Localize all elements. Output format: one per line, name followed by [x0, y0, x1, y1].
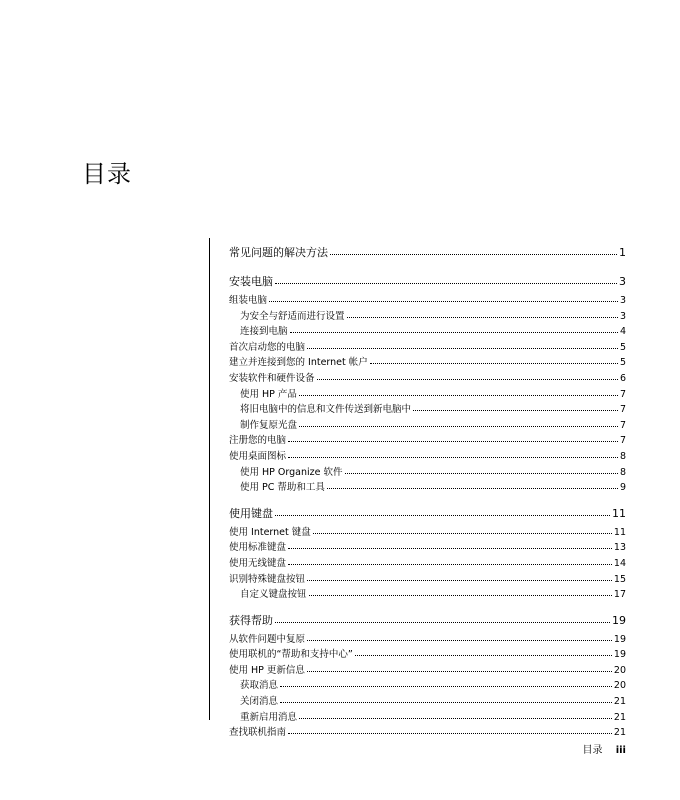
toc-entry[interactable] — [229, 309, 626, 325]
toc-page-number: 19 — [613, 633, 626, 645]
toc-entry-label: 将旧电脑中的信息和文件传送到新电脑中 — [240, 404, 412, 416]
dot-leader — [275, 515, 610, 516]
toc-entry-label: 使用 HP 更新信息 — [229, 664, 305, 676]
toc-entry-label: 使用 Internet 键盘 — [229, 526, 311, 538]
toc-entry[interactable] — [229, 449, 626, 465]
toc-page-number: 19 — [612, 613, 626, 627]
toc-entry-label: 使用 HP Organize 软件 — [240, 466, 343, 478]
toc-entry-label: 使用桌面图标 — [229, 450, 287, 462]
toc-page-number: 14 — [613, 557, 626, 569]
dot-leader — [280, 702, 612, 703]
toc-entry[interactable] — [229, 556, 626, 572]
toc-page-number: 8 — [619, 450, 626, 462]
toc-entry-label: 自定义键盘按钮 — [240, 589, 307, 601]
toc-section-title: 获得帮助 — [229, 613, 273, 627]
toc-entry-label: 使用无线键盘 — [229, 557, 287, 569]
section-gap — [229, 496, 626, 503]
dot-leader — [307, 671, 612, 672]
toc-page-number: 7 — [619, 435, 626, 447]
dot-leader — [307, 348, 618, 349]
toc-section-title: 常见问题的解决方法 — [229, 246, 328, 259]
toc-section-title: 使用键盘 — [229, 506, 273, 520]
toc-section-title: 安装电脑 — [229, 275, 273, 288]
footer-label: 目录 — [582, 745, 603, 756]
toc-page-number: 21 — [613, 711, 626, 723]
dot-leader — [299, 395, 618, 396]
toc-page-number: 7 — [619, 419, 626, 431]
toc-section-heading[interactable] — [229, 610, 626, 632]
dot-leader — [299, 718, 612, 719]
dot-leader — [309, 595, 612, 596]
toc-entry[interactable] — [229, 340, 626, 356]
dot-leader — [288, 733, 612, 734]
dot-leader — [288, 441, 618, 442]
toc-page-number: 3 — [619, 295, 626, 306]
toc-page-number: 8 — [619, 466, 626, 478]
page-title: 目录 — [82, 160, 132, 189]
toc-entry[interactable] — [229, 725, 626, 741]
toc-entry-label: 重新启用消息 — [240, 711, 298, 723]
toc-section-heading[interactable] — [229, 503, 626, 525]
dot-leader — [313, 533, 612, 534]
dot-leader — [307, 580, 612, 581]
toc-entry[interactable] — [229, 293, 626, 309]
toc-page-number: 3 — [619, 310, 626, 322]
toc-page-number: 7 — [619, 404, 626, 416]
toc-page-number: 13 — [613, 542, 626, 554]
toc-entry-label: 连接到电脑 — [240, 326, 288, 338]
page-footer — [560, 742, 626, 760]
toc-page-number: 11 — [613, 526, 626, 538]
toc-entry-label: 安装软件和硬件设备 — [229, 372, 315, 384]
toc-entry-label: 建立并连接到您的 Internet 帐户 — [229, 357, 368, 369]
toc-page-number: 1 — [619, 246, 626, 259]
dot-leader — [347, 317, 618, 318]
toc-entry-label: 组装电脑 — [229, 295, 268, 306]
toc-page-number: 4 — [619, 326, 626, 338]
toc-section-heading[interactable] — [229, 271, 626, 293]
dot-leader — [288, 548, 612, 549]
toc-entry[interactable] — [229, 525, 626, 541]
dot-leader — [275, 622, 610, 623]
toc-section-heading[interactable] — [229, 242, 626, 264]
toc-entry-label: 使用联机的“帮助和支持中心” — [229, 649, 353, 661]
toc-page-number: 9 — [619, 482, 626, 494]
toc-entry[interactable] — [229, 324, 626, 340]
toc-entry[interactable] — [229, 480, 626, 496]
toc-entry-label: 获取消息 — [240, 680, 279, 692]
dot-leader — [275, 283, 617, 284]
dot-leader — [413, 410, 618, 411]
toc-entry[interactable] — [229, 433, 626, 449]
toc-page-number: 17 — [613, 589, 626, 601]
dot-leader — [299, 426, 618, 427]
toc-entry[interactable] — [229, 587, 626, 603]
toc-page-number: 3 — [619, 275, 626, 288]
toc-entry-label: 首次启动您的电脑 — [229, 341, 306, 353]
toc-entry[interactable] — [229, 663, 626, 679]
toc-entry-label: 从软件问题中复原 — [229, 633, 306, 645]
toc-entry[interactable] — [229, 632, 626, 648]
toc-page-number: 7 — [619, 388, 626, 400]
dot-leader — [345, 473, 618, 474]
dot-leader — [288, 457, 618, 458]
toc-page-number: 6 — [619, 372, 626, 384]
dot-leader — [280, 686, 612, 687]
toc-section — [229, 503, 626, 603]
toc-page-number: 20 — [613, 680, 626, 692]
toc-entry-label: 使用 PC 帮助和工具 — [240, 482, 325, 494]
toc-section — [229, 242, 626, 264]
toc-entry-label: 注册您的电脑 — [229, 435, 287, 447]
toc-entry-label: 识别特殊键盘按钮 — [229, 573, 306, 585]
toc-entry-label: 制作复原光盘 — [240, 419, 298, 431]
toc-entry[interactable] — [229, 387, 626, 403]
dot-leader — [330, 254, 617, 255]
toc-page-number: 19 — [613, 649, 626, 661]
toc-page-number: 11 — [612, 506, 626, 520]
toc-page-number: 20 — [613, 664, 626, 676]
dot-leader — [269, 301, 618, 302]
toc-entry[interactable] — [229, 418, 626, 434]
dot-leader — [327, 488, 618, 489]
toc-page-number: 21 — [613, 696, 626, 708]
toc-entry-label: 使用标准键盘 — [229, 542, 287, 554]
toc-entry-label: 使用 HP 产品 — [240, 388, 297, 400]
toc-entry[interactable] — [229, 694, 626, 710]
dot-leader — [290, 332, 618, 333]
toc-entry[interactable] — [229, 465, 626, 481]
toc-entry[interactable] — [229, 710, 626, 726]
dot-leader — [370, 363, 618, 364]
toc-entry[interactable] — [229, 647, 626, 663]
toc-vertical-rule — [209, 238, 210, 720]
dot-leader — [355, 655, 612, 656]
toc-entry[interactable] — [229, 355, 626, 371]
toc-page-number: 5 — [619, 357, 626, 369]
dot-leader — [317, 379, 618, 380]
toc-page-number: 21 — [613, 727, 626, 739]
toc-entry[interactable] — [229, 371, 626, 387]
toc-page-number: 15 — [613, 573, 626, 585]
toc-entry[interactable] — [229, 572, 626, 588]
footer-page-number: iii — [615, 745, 626, 756]
dot-leader — [307, 640, 612, 641]
section-gap — [229, 603, 626, 610]
table-of-contents — [229, 242, 626, 741]
toc-entry[interactable] — [229, 540, 626, 556]
dot-leader — [288, 564, 612, 565]
toc-section — [229, 610, 626, 741]
toc-entry-label: 关闭消息 — [240, 696, 279, 708]
toc-entry[interactable] — [229, 678, 626, 694]
toc-page-number: 5 — [619, 341, 626, 353]
toc-entry-label: 查找联机指南 — [229, 727, 287, 739]
toc-entry[interactable] — [229, 402, 626, 418]
toc-entry-label: 为安全与舒适而进行设置 — [240, 310, 345, 322]
toc-section — [229, 271, 626, 496]
section-gap — [229, 264, 626, 271]
